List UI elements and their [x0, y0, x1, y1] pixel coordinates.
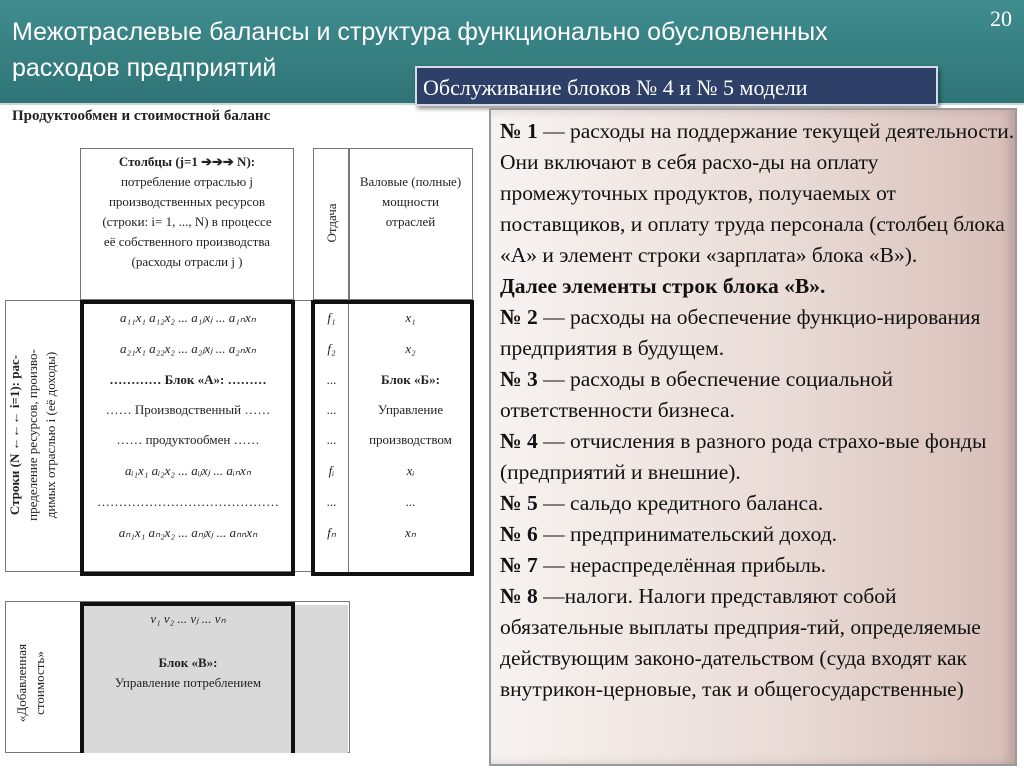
- otdacha-label: Отдача: [324, 203, 339, 243]
- f-cell-1: f₁: [327, 310, 336, 325]
- item-1: № 1 — расходы на поддержание текущей деятельности. Они включают в себя расхо-ды на оплату промежуточных продуктов, получаемых от поставщиков, и оплату труда персонала (столбец блока «А» и элемент строки «зарплата» блока «В»).: [500, 119, 1015, 267]
- f-cell-4: ...: [326, 402, 337, 417]
- columns-header-line-6: (расходы отрасли j ): [131, 254, 243, 269]
- f-cell-2: f₂: [327, 341, 336, 356]
- block-a-title: ………… Блок «А»: ………: [109, 372, 267, 387]
- block-a-row-2: a₂₁x₁ a₂₂x₂ ... a₂ⱼxⱼ ... a₂ₙxₙ: [120, 341, 256, 356]
- item-2: № 2 — расходы на обеспечение функцио-нирования предприятия в будущем.: [500, 305, 981, 360]
- x-cell-dots: ...: [405, 494, 416, 509]
- block-v-sub: Управление потреблением: [114, 675, 262, 690]
- columns-header-line-2: потребление отраслью j: [120, 174, 254, 189]
- v-row: v₁ v₂ ... vⱼ ... vₙ: [150, 611, 226, 626]
- columns-header-line-3: производственных ресурсов: [108, 194, 266, 209]
- f-cell-dots: ...: [326, 494, 337, 509]
- gross-header-line-2: мощности: [382, 194, 439, 209]
- columns-header-line-1: Столбцы (j=1 ➔➔➔ N):: [118, 154, 256, 169]
- x-cell-n: xₙ: [405, 525, 416, 540]
- x-cell-1: x₁: [405, 310, 416, 325]
- block-b-sub-1: Управление: [377, 402, 444, 417]
- f-cell-n: fₙ: [327, 525, 336, 540]
- item-6: № 6 — предпринимательский доход.: [500, 522, 838, 546]
- f-cell-5: ...: [326, 432, 337, 447]
- gross-header-line-1: Валовые (полные): [359, 174, 462, 189]
- gross-header-line-3: отраслей: [385, 214, 436, 229]
- added-value-label-1: «Добавленная: [14, 643, 29, 723]
- block-b-title: Блок «Б»:: [381, 372, 440, 387]
- rows-label-line-3: димых отраслью i (её доходы): [43, 351, 58, 519]
- item-5: № 5 — сальдо кредитного баланса.: [500, 491, 824, 515]
- slide-title: Межотраслевые балансы и структура функционально обусловленных расходов предприятий: [12, 18, 828, 82]
- block-a-sub-2: …… продуктообмен ……: [116, 432, 260, 447]
- explanation-text: [500, 116, 1015, 705]
- rows-label-line-2: пределение ресурсов, произво-: [25, 349, 40, 521]
- explanation-panel: [489, 108, 1017, 766]
- x-cell-i: xᵢ: [406, 463, 415, 478]
- block-a-dots: ……………………………………: [97, 494, 279, 509]
- slide-number: 20: [990, 6, 1012, 31]
- block-a-row-i: aᵢ₁x₁ aᵢ₂x₂ ... aᵢⱼxⱼ ... aᵢₙxₙ: [124, 463, 252, 478]
- item-3: № 3 — расходы в обеспечение социальной ответственности бизнеса.: [500, 367, 894, 422]
- block-v-title: Блок «В»:: [158, 655, 218, 670]
- block-b-sub-2: производством: [369, 432, 452, 447]
- block-a-row-n: aₙ₁x₁ aₙ₂x₂ ... aₙⱼxⱼ ... aₙₙxₙ: [118, 525, 258, 540]
- block-a-sub-1: …… Производственный ……: [105, 402, 271, 417]
- f-cell-3: ...: [326, 372, 337, 387]
- f-cell-i: fᵢ: [328, 463, 335, 478]
- columns-header-line-5: её собственного производства: [103, 234, 271, 249]
- item-7: № 7 — нераспределённая прибыль.: [500, 553, 827, 577]
- block-b-divider: [348, 304, 349, 572]
- section-badge: Обслуживание блоков № 4 и № 5 модели: [415, 66, 938, 106]
- block-a-row-1: a₁₁x₁ a₁₂x₂ ... a₁ⱼxⱼ ... a₁ₙxₙ: [120, 310, 256, 325]
- item-8: № 8 —налоги. Налоги представляют собой обязательные выплаты предприя-тий, определяемые действующим законо-дательством (суда входят как внутрикон-церновые, так и общегосударственные): [500, 584, 981, 701]
- diagram-title: Продуктообмен и стоимостной баланс: [12, 108, 271, 124]
- columns-header-line-4: (строки: i= 1, ..., N) в процессе: [102, 214, 272, 229]
- added-value-label-2: стоимость»: [32, 651, 47, 715]
- item-4: № 4 — отчисления в разного рода страхо-вые фонды (предприятий и внешние).: [500, 429, 987, 484]
- x-cell-2: x₂: [405, 341, 416, 356]
- rows-label-line-1: Строки (N ←←← i=1): рас-: [7, 354, 22, 516]
- item-note: Далее элементы строк блока «В».: [500, 274, 826, 298]
